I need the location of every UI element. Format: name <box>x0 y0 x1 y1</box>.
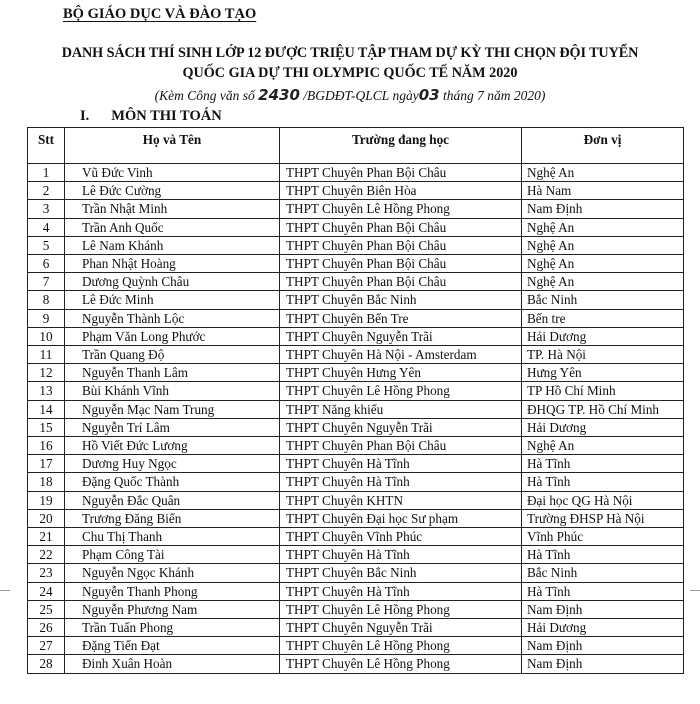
cell-name: Nguyễn Phương Nam <box>65 600 280 618</box>
table-row <box>28 455 684 473</box>
cell-stt: 3 <box>28 200 65 218</box>
cell-stt: 24 <box>28 582 65 600</box>
table-row <box>28 637 684 655</box>
cell-stt: 25 <box>28 600 65 618</box>
subtitle-prefix: (Kèm Công văn số <box>154 88 259 103</box>
cell-school: THPT Chuyên Lê Hồng Phong <box>280 200 522 218</box>
cell-stt: 6 <box>28 255 65 273</box>
cell-school: THPT Chuyên Phan Bội Châu <box>280 273 522 291</box>
table-row <box>28 437 684 455</box>
left-edge-mark <box>0 590 10 591</box>
cell-name: Lê Đức Minh <box>65 291 280 309</box>
cell-unit: Hải Dương <box>522 327 684 345</box>
cell-unit: Nam Định <box>522 200 684 218</box>
cell-name: Nguyễn Thanh Lâm <box>65 364 280 382</box>
cell-stt: 13 <box>28 382 65 400</box>
header-unit: Đơn vị <box>522 128 684 164</box>
cell-stt: 19 <box>28 491 65 509</box>
cell-school: THPT Chuyên Phan Bội Châu <box>280 255 522 273</box>
cell-school: THPT Chuyên Biên Hòa <box>280 182 522 200</box>
cell-unit: ĐHQG TP. Hồ Chí Minh <box>522 400 684 418</box>
cell-stt: 20 <box>28 509 65 527</box>
table-row <box>28 182 684 200</box>
table-row <box>28 291 684 309</box>
cell-school: THPT Chuyên Nguyễn Trãi <box>280 619 522 637</box>
cell-school: THPT Chuyên Bắc Ninh <box>280 564 522 582</box>
cell-school: THPT Năng khiếu <box>280 400 522 418</box>
cell-school: THPT Chuyên Hà Tĩnh <box>280 582 522 600</box>
cell-unit: Hà Tĩnh <box>522 546 684 564</box>
table-row <box>28 473 684 491</box>
header-stt: Stt <box>28 128 65 164</box>
cell-name: Phạm Công Tài <box>65 546 280 564</box>
cell-unit: Bắc Ninh <box>522 564 684 582</box>
cell-unit: Vĩnh Phúc <box>522 528 684 546</box>
table-row <box>28 582 684 600</box>
document-title-line-2: QUỐC GIA DỰ THI OLYMPIC QUỐC TẾ NĂM 2020 <box>182 65 518 81</box>
cell-name: Nguyễn Thành Lộc <box>65 309 280 327</box>
cell-school: THPT Chuyên Hà Tĩnh <box>280 473 522 491</box>
cell-name: Phạm Văn Long Phước <box>65 327 280 345</box>
cell-stt: 12 <box>28 364 65 382</box>
cell-school: THPT Chuyên Hưng Yên <box>280 364 522 382</box>
cell-name: Dương Quỳnh Châu <box>65 273 280 291</box>
cell-unit: Nam Định <box>522 655 684 673</box>
cell-unit: Nghệ An <box>522 236 684 254</box>
table-row <box>28 546 684 564</box>
cell-unit: Nam Định <box>522 637 684 655</box>
table-row <box>28 364 684 382</box>
cell-unit: Hưng Yên <box>522 364 684 382</box>
cell-stt: 17 <box>28 455 65 473</box>
cell-school: THPT Chuyên Hà Tĩnh <box>280 455 522 473</box>
cell-unit: TP Hồ Chí Minh <box>522 382 684 400</box>
cell-unit: Bến tre <box>522 309 684 327</box>
cell-unit: Hà Nam <box>522 182 684 200</box>
cell-school: THPT Chuyên Đại học Sư phạm <box>280 509 522 527</box>
cell-name: Chu Thị Thanh <box>65 528 280 546</box>
cell-name: Lê Nam Khánh <box>65 236 280 254</box>
cell-unit: Bắc Ninh <box>522 291 684 309</box>
cell-name: Nguyễn Mạc Nam Trung <box>65 400 280 418</box>
cell-school: THPT Chuyên Hà Nội - Amsterdam <box>280 346 522 364</box>
table-row <box>28 273 684 291</box>
table-row <box>28 564 684 582</box>
cell-name: Dương Huy Ngọc <box>65 455 280 473</box>
table-body <box>28 164 684 674</box>
cell-stt: 4 <box>28 218 65 236</box>
cell-stt: 7 <box>28 273 65 291</box>
cell-name: Trần Tuấn Phong <box>65 619 280 637</box>
table-row <box>28 509 684 527</box>
cell-name: Lê Đức Cường <box>65 182 280 200</box>
cell-unit: Hải Dương <box>522 418 684 436</box>
table-row <box>28 327 684 345</box>
header-school: Trường đang học <box>280 128 522 164</box>
cell-stt: 9 <box>28 309 65 327</box>
cell-name: Trần Nhật Minh <box>65 200 280 218</box>
table-row <box>28 164 684 182</box>
cell-school: THPT Chuyên Phan Bội Châu <box>280 218 522 236</box>
table-row <box>28 600 684 618</box>
cell-unit: Đại học QG Hà Nội <box>522 491 684 509</box>
cell-unit: Hải Dương <box>522 619 684 637</box>
cell-school: THPT Chuyên Phan Bội Châu <box>280 164 522 182</box>
table-row <box>28 218 684 236</box>
cell-stt: 23 <box>28 564 65 582</box>
cell-school: THPT Chuyên Bến Tre <box>280 309 522 327</box>
cell-school: THPT Chuyên Vĩnh Phúc <box>280 528 522 546</box>
section-title: MÔN THI TOÁN <box>111 108 222 124</box>
cell-stt: 21 <box>28 528 65 546</box>
cell-name: Trần Quang Độ <box>65 346 280 364</box>
cell-stt: 5 <box>28 236 65 254</box>
cell-name: Đặng Tiến Đạt <box>65 637 280 655</box>
cell-stt: 16 <box>28 437 65 455</box>
cell-stt: 1 <box>28 164 65 182</box>
cell-school: THPT Chuyên Lê Hồng Phong <box>280 655 522 673</box>
table-row <box>28 400 684 418</box>
cell-name: Nguyễn Trí Lâm <box>65 418 280 436</box>
right-edge-mark <box>690 590 700 591</box>
cell-unit: Nam Định <box>522 600 684 618</box>
cell-stt: 10 <box>28 327 65 345</box>
cell-school: THPT Chuyên Lê Hồng Phong <box>280 382 522 400</box>
cell-name: Nguyễn Thanh Phong <box>65 582 280 600</box>
cell-unit: Trường ĐHSP Hà Nội <box>522 509 684 527</box>
cell-stt: 26 <box>28 619 65 637</box>
cell-school: THPT Chuyên Phan Bội Châu <box>280 437 522 455</box>
table-row <box>28 655 684 673</box>
ministry-name: BỘ GIÁO DỤC VÀ ĐÀO TẠO <box>63 6 257 22</box>
cell-name: Đinh Xuân Hoàn <box>65 655 280 673</box>
candidate-table <box>27 127 684 674</box>
subtitle-suffix: tháng 7 năm 2020) <box>439 88 546 103</box>
cell-school: THPT Chuyên Nguyễn Trãi <box>280 418 522 436</box>
cell-stt: 15 <box>28 418 65 436</box>
cell-school: THPT Chuyên Lê Hồng Phong <box>280 637 522 655</box>
cell-stt: 8 <box>28 291 65 309</box>
cell-stt: 22 <box>28 546 65 564</box>
table-row <box>28 346 684 364</box>
header-name: Họ và Tên <box>65 128 280 164</box>
cell-stt: 11 <box>28 346 65 364</box>
table-row <box>28 255 684 273</box>
cell-name: Đặng Quốc Thành <box>65 473 280 491</box>
table-row <box>28 236 684 254</box>
table-header-row <box>28 128 684 164</box>
table-row <box>28 418 684 436</box>
cell-name: Bùi Khánh Vĩnh <box>65 382 280 400</box>
table-row <box>28 619 684 637</box>
cell-name: Hồ Viết Đức Lương <box>65 437 280 455</box>
cell-stt: 14 <box>28 400 65 418</box>
cell-unit: Nghệ An <box>522 273 684 291</box>
cell-stt: 27 <box>28 637 65 655</box>
cell-name: Trần Anh Quốc <box>65 218 280 236</box>
cell-name: Trương Đăng Biển <box>65 509 280 527</box>
cell-stt: 2 <box>28 182 65 200</box>
cell-name: Nguyễn Đắc Quân <box>65 491 280 509</box>
section-heading <box>80 108 222 125</box>
table-row <box>28 200 684 218</box>
cell-unit: Nghệ An <box>522 164 684 182</box>
document-subtitle <box>0 86 700 104</box>
document-title-line-1: DANH SÁCH THÍ SINH LỚP 12 ĐƯỢC TRIỆU TẬP THAM DỰ KỲ THI CHỌN ĐỘI TUYỂN <box>61 45 639 61</box>
cell-name: Vũ Đức Vinh <box>65 164 280 182</box>
cell-name: Nguyễn Ngọc Khánh <box>65 564 280 582</box>
cell-unit: TP. Hà Nội <box>522 346 684 364</box>
cell-name: Phan Nhật Hoàng <box>65 255 280 273</box>
cell-school: THPT Chuyên Bắc Ninh <box>280 291 522 309</box>
handwritten-document-number: 2430 <box>258 86 300 104</box>
cell-school: THPT Chuyên Hà Tĩnh <box>280 546 522 564</box>
table-row <box>28 491 684 509</box>
section-numeral: I. <box>80 108 90 124</box>
cell-school: THPT Chuyên Nguyễn Trãi <box>280 327 522 345</box>
cell-unit: Nghệ An <box>522 255 684 273</box>
cell-unit: Hà Tĩnh <box>522 582 684 600</box>
cell-unit: Nghệ An <box>522 437 684 455</box>
cell-school: THPT Chuyên KHTN <box>280 491 522 509</box>
cell-school: THPT Chuyên Phan Bội Châu <box>280 236 522 254</box>
subtitle-middle: /BGDĐT-QLCL ngày <box>299 88 419 103</box>
cell-unit: Hà Tĩnh <box>522 455 684 473</box>
table-row <box>28 528 684 546</box>
cell-unit: Nghệ An <box>522 218 684 236</box>
table-row <box>28 309 684 327</box>
cell-school: THPT Chuyên Lê Hồng Phong <box>280 600 522 618</box>
table-row <box>28 382 684 400</box>
cell-unit: Hà Tĩnh <box>522 473 684 491</box>
cell-stt: 28 <box>28 655 65 673</box>
handwritten-day: 03 <box>418 86 440 104</box>
cell-stt: 18 <box>28 473 65 491</box>
